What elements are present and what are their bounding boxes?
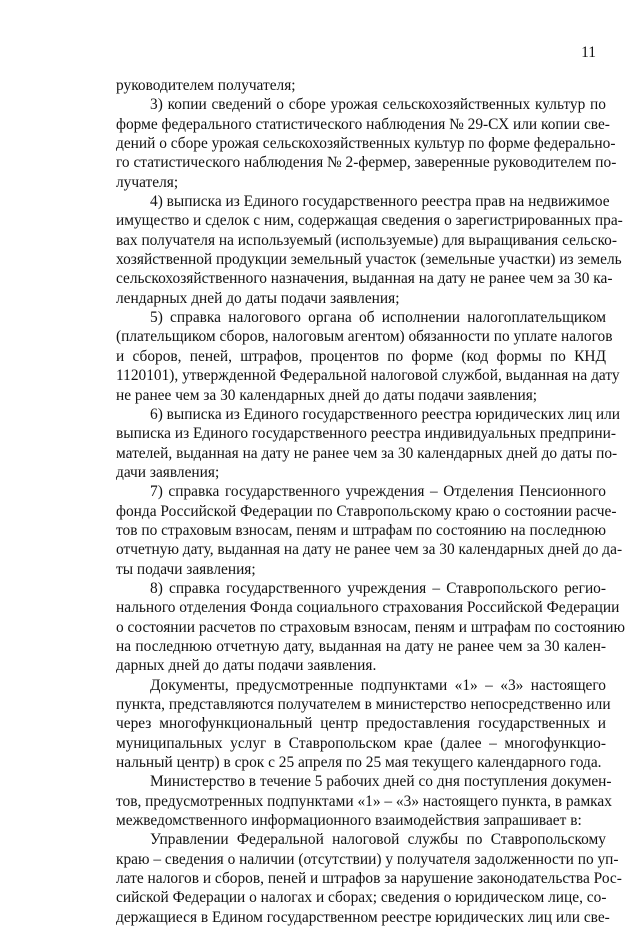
text-line: тов по страховым взносам, пеням и штрафам по состоянию на последнюю (116, 521, 606, 539)
text-line: держащиеся в Едином государственном реестре юридических лиц или све- (116, 908, 610, 926)
text-line: руководителем получателя; (116, 77, 296, 94)
text-line: лате налогов и сборов, пеней и штрафов за нарушение законодательства Рос- (116, 870, 622, 888)
text-line: Документы, предусмотренные подпунктами «1» – «3» настоящего (150, 676, 606, 694)
text-line: отчетную дату, выданная на дату не ранее чем за 30 календарных дней до да- (116, 541, 623, 559)
text-line: нальный центр) в срок с 25 апреля по 25 мая текущего календарного года. (116, 754, 602, 772)
text-line: мателей, выданная на дату не ранее чем за 30 календарных дней до даты по- (116, 444, 618, 462)
text-line: через многофункциональный центр предоставления государственных и (116, 715, 606, 733)
text-line: пункта, представляются получателем в министерство непосредственно или (116, 696, 611, 713)
text-line: выписка из Единого государственного реестра индивидуальных предприни- (116, 425, 616, 443)
text-line: 5) справка налогового органа об исполнении налогоплательщиком (150, 309, 606, 327)
text-line: не ранее чем за 30 календарных дней до даты подачи заявления; (116, 386, 538, 404)
text-line: сельскохозяйственного назначения, выданная на дату не ранее чем за 30 ка- (116, 270, 613, 288)
text-line: 6) выписка из Единого государственного реестра юридических лиц или (150, 405, 621, 423)
text-line: дений о сборе урожая сельскохозяйственных культур по форме федерально- (116, 135, 616, 153)
text-line: краю – сведения о наличии (отсутствии) у получателя задолженности по уп- (116, 850, 619, 868)
text-line: Управлении Федеральной налоговой службы по Ставропольскому (150, 831, 606, 849)
text-line: фонда Российской Федерации по Ставропольскому краю о состоянии расче- (116, 502, 617, 520)
text-line: и сборов, пеней, штрафов, процентов по форме (код формы по КНД (116, 347, 606, 365)
text-line: лендарных дней до даты подачи заявления; (116, 289, 400, 307)
text-line: (плательщиком сборов, налоговым агентом) обязанности по уплате налогов (116, 328, 613, 346)
text-line: о состоянии расчетов по страховым взносам, пеням и штрафам по состоянию (116, 618, 626, 636)
text-line: 3) копии сведений о сборе урожая сельскохозяйственных культур по (150, 96, 606, 114)
text-line: дачи заявления; (116, 463, 220, 481)
text-line: 7) справка государственного учреждения – Отделения Пенсионного (150, 483, 606, 501)
text-line: тов, предусмотренных подпунктами «1» – «3» настоящего пункта, в рамках (116, 792, 612, 810)
text-line: Министерство в течение 5 рабочих дней со дня поступления докумен- (150, 773, 612, 791)
text-line: межведомственного информационного взаимодействия запрашивает в: (116, 812, 582, 830)
text-line: ты подачи заявления; (116, 560, 256, 578)
text-line: 4) выписка из Единого государственного реестра прав на недвижимое (150, 193, 610, 211)
text-line: вах получателя на используемый (используемые) для выращивания сельско- (116, 231, 617, 249)
text-line: форме федерального статистического наблюдения № 29-СХ или копии све- (116, 115, 610, 133)
text-line: го статистического наблюдения № 2-фермер, заверенные руководителем по- (116, 154, 617, 172)
text-line: имущество и сделок с ним, содержащая сведения о зарегистрированных пра- (116, 212, 623, 230)
text-line: лучателя; (116, 173, 179, 191)
page-number: 11 (581, 44, 596, 61)
text-line: на последнюю отчетную дату, выданная на дату не ранее чем за 30 кален- (116, 637, 606, 655)
text-line: хозяйственной продукции земельный участок (земельные участки) из земель (116, 251, 622, 269)
text-line: муниципальных услуг в Ставропольском крае (далее – многофункцио- (116, 734, 606, 752)
text-line: дарных дней до даты подачи заявления. (116, 657, 377, 675)
text-line: 8) справка государственного учреждения – Ставропольского регио- (150, 579, 606, 597)
text-line: нального отделения Фонда социального страхования Российской Федерации (116, 599, 620, 617)
text-line: сийской Федерации о налогах и сборах; сведения о юридическом лице, со- (116, 889, 607, 907)
body-text (116, 76, 626, 927)
text-line: 1120101), утвержденной Федеральной налоговой службой, выданная на дату (116, 367, 620, 385)
